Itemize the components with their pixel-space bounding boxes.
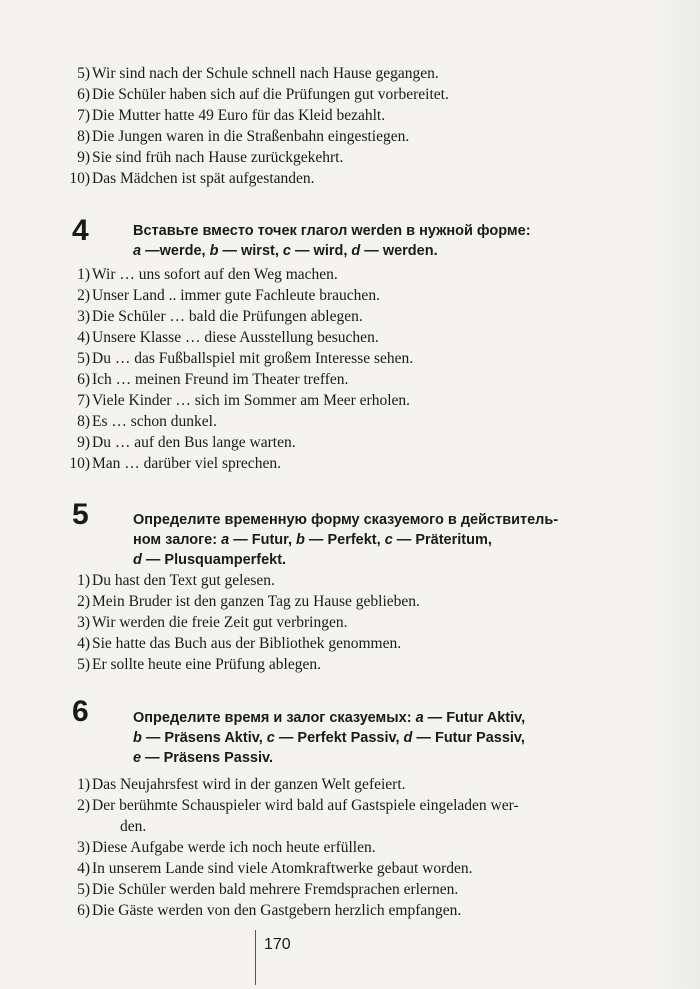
item-number: 8) bbox=[77, 413, 90, 430]
item-number: 7) bbox=[77, 107, 90, 124]
item-text: Du … das Fußballspiel mit großem Interesse sehen. bbox=[92, 350, 414, 367]
exercise-5-list bbox=[0, 570, 667, 675]
item-number: 6) bbox=[77, 371, 90, 388]
item-number: 2) bbox=[77, 797, 90, 814]
exercise-3-continued-list bbox=[0, 63, 667, 189]
exercise-4-instruction bbox=[133, 221, 653, 261]
item-number: 5) bbox=[77, 350, 90, 367]
list-item bbox=[0, 285, 667, 306]
item-text: In unserem Lande sind viele Atomkraftwerke gebaut worden. bbox=[92, 860, 473, 877]
item-number: 7) bbox=[77, 392, 90, 409]
item-text: Wir sind nach der Schule schnell nach Hause gegangen. bbox=[92, 65, 439, 82]
list-item bbox=[0, 348, 667, 369]
item-text: Wir … uns sofort auf den Weg machen. bbox=[92, 266, 338, 283]
item-text: Wir werden die freie Zeit gut verbringen. bbox=[92, 614, 348, 631]
item-number: 2) bbox=[77, 593, 90, 610]
item-number: 9) bbox=[77, 434, 90, 451]
list-item bbox=[0, 390, 667, 411]
item-text: Er sollte heute eine Prüfung ablegen. bbox=[92, 656, 321, 673]
list-item bbox=[0, 900, 667, 921]
list-item bbox=[0, 453, 667, 474]
exercise-4-number: 4 bbox=[72, 214, 89, 247]
item-number: 8) bbox=[77, 128, 90, 145]
exercise-5-instruction bbox=[133, 510, 653, 570]
exercise-5-instruction-line-2: ном залоге: a — Futur, b — Perfekt, c — Präteritum, bbox=[133, 532, 492, 548]
list-item bbox=[0, 795, 667, 816]
exercise-6-list bbox=[0, 774, 695, 921]
item-number: 9) bbox=[77, 149, 90, 166]
item-text: Sie sind früh nach Hause zurückgekehrt. bbox=[92, 149, 344, 166]
item-number: 4) bbox=[77, 329, 90, 346]
item-text: Die Jungen waren in die Straßenbahn eingestiegen. bbox=[92, 128, 410, 145]
page-number: 170 bbox=[264, 936, 291, 953]
item-text: Es … schon dunkel. bbox=[92, 413, 217, 430]
list-item bbox=[0, 432, 667, 453]
list-item bbox=[0, 63, 667, 84]
exercise-4-list bbox=[0, 264, 667, 474]
list-item bbox=[0, 612, 667, 633]
item-text: Die Schüler haben sich auf die Prüfungen gut vorbereitet. bbox=[92, 86, 449, 103]
list-item bbox=[0, 306, 667, 327]
item-text: Unsere Klasse … diese Ausstellung besuchen. bbox=[92, 329, 379, 346]
list-item bbox=[0, 168, 667, 189]
item-text: Man … darüber viel sprechen. bbox=[92, 455, 281, 472]
item-text: Du … auf den Bus lange warten. bbox=[92, 434, 296, 451]
list-item bbox=[0, 837, 667, 858]
list-item bbox=[0, 654, 667, 675]
item-text: Sie hatte das Buch aus der Bibliothek genommen. bbox=[92, 635, 402, 652]
item-number: 10) bbox=[69, 170, 90, 187]
exercise-6-instruction-line-2: b — Präsens Aktiv, c — Perfekt Passiv, d — Futur Passiv, bbox=[133, 730, 525, 746]
item-text: Diese Aufgabe werde ich noch heute erfüllen. bbox=[92, 839, 376, 856]
list-item bbox=[0, 774, 667, 795]
item-number: 4) bbox=[77, 860, 90, 877]
item-number: 3) bbox=[77, 308, 90, 325]
list-item bbox=[0, 570, 667, 591]
item-text: Du hast den Text gut gelesen. bbox=[92, 572, 275, 589]
item-number: 2) bbox=[77, 287, 90, 304]
item-number: 10) bbox=[69, 455, 90, 472]
item-number: 5) bbox=[77, 881, 90, 898]
list-item bbox=[0, 84, 667, 105]
list-item bbox=[0, 858, 667, 879]
list-item bbox=[0, 105, 667, 126]
item-number: 1) bbox=[77, 572, 90, 589]
item-number: 6) bbox=[77, 86, 90, 103]
item-number: 3) bbox=[77, 839, 90, 856]
item-text: Die Schüler … bald die Prüfungen ablegen. bbox=[92, 308, 363, 325]
item-number: 6) bbox=[77, 902, 90, 919]
exercise-6-number: 6 bbox=[72, 695, 89, 728]
list-item bbox=[0, 369, 667, 390]
item-text: Die Mutter hatte 49 Euro für das Kleid bezahlt. bbox=[92, 107, 386, 124]
item-text: Der berühmte Schauspieler wird bald auf Gastspiele eingeladen wer- bbox=[92, 797, 519, 814]
item-number: 1) bbox=[77, 266, 90, 283]
item-text: Die Schüler werden bald mehrere Fremdsprachen erlernen. bbox=[92, 881, 459, 898]
item-text: Das Mädchen ist spät aufgestanden. bbox=[92, 170, 315, 187]
list-item bbox=[0, 264, 667, 285]
list-item bbox=[0, 126, 667, 147]
page-number-rule bbox=[255, 930, 256, 985]
item-text: Das Neujahrsfest wird in der ganzen Welt gefeiert. bbox=[92, 776, 406, 793]
exercise-6-instruction bbox=[133, 708, 653, 768]
list-item-continuation bbox=[0, 816, 695, 837]
item-text: Viele Kinder … sich im Sommer am Meer erholen. bbox=[92, 392, 411, 409]
item-number: 3) bbox=[77, 614, 90, 631]
item-text: Die Gäste werden von den Gastgebern herzlich empfangen. bbox=[92, 902, 462, 919]
list-item bbox=[0, 591, 667, 612]
item-text: Ich … meinen Freund im Theater treffen. bbox=[92, 371, 349, 388]
list-item bbox=[0, 411, 667, 432]
exercise-4-instruction-line-1: Вставьте вместо точек глагол werden в нужной форме: bbox=[133, 223, 531, 239]
exercise-4-instruction-line-2: a —werde, b — wirst, c — wird, d — werden. bbox=[133, 243, 438, 259]
exercise-6-instruction-line-1: Определите время и залог сказуемых: a — Futur Aktiv, bbox=[133, 710, 526, 726]
item-number: 5) bbox=[77, 65, 90, 82]
item-number: 1) bbox=[77, 776, 90, 793]
item-text: Unser Land .. immer gute Fachleute brauchen. bbox=[92, 287, 380, 304]
exercise-5-number: 5 bbox=[72, 498, 89, 531]
list-item bbox=[0, 879, 667, 900]
exercise-5-instruction-line-3: d — Plusquamperfekt. bbox=[133, 552, 287, 568]
list-item bbox=[0, 633, 667, 654]
exercise-6-instruction-line-3: e — Präsens Passiv. bbox=[133, 750, 274, 766]
list-item bbox=[0, 147, 667, 168]
item-number: 5) bbox=[77, 656, 90, 673]
item-text-continuation: den. bbox=[120, 818, 147, 835]
exercise-5-instruction-line-1: Определите временную форму сказуемого в действитель- bbox=[133, 512, 559, 528]
item-text: Mein Bruder ist den ganzen Tag zu Hause geblieben. bbox=[92, 593, 420, 610]
item-number: 4) bbox=[77, 635, 90, 652]
list-item bbox=[0, 327, 667, 348]
